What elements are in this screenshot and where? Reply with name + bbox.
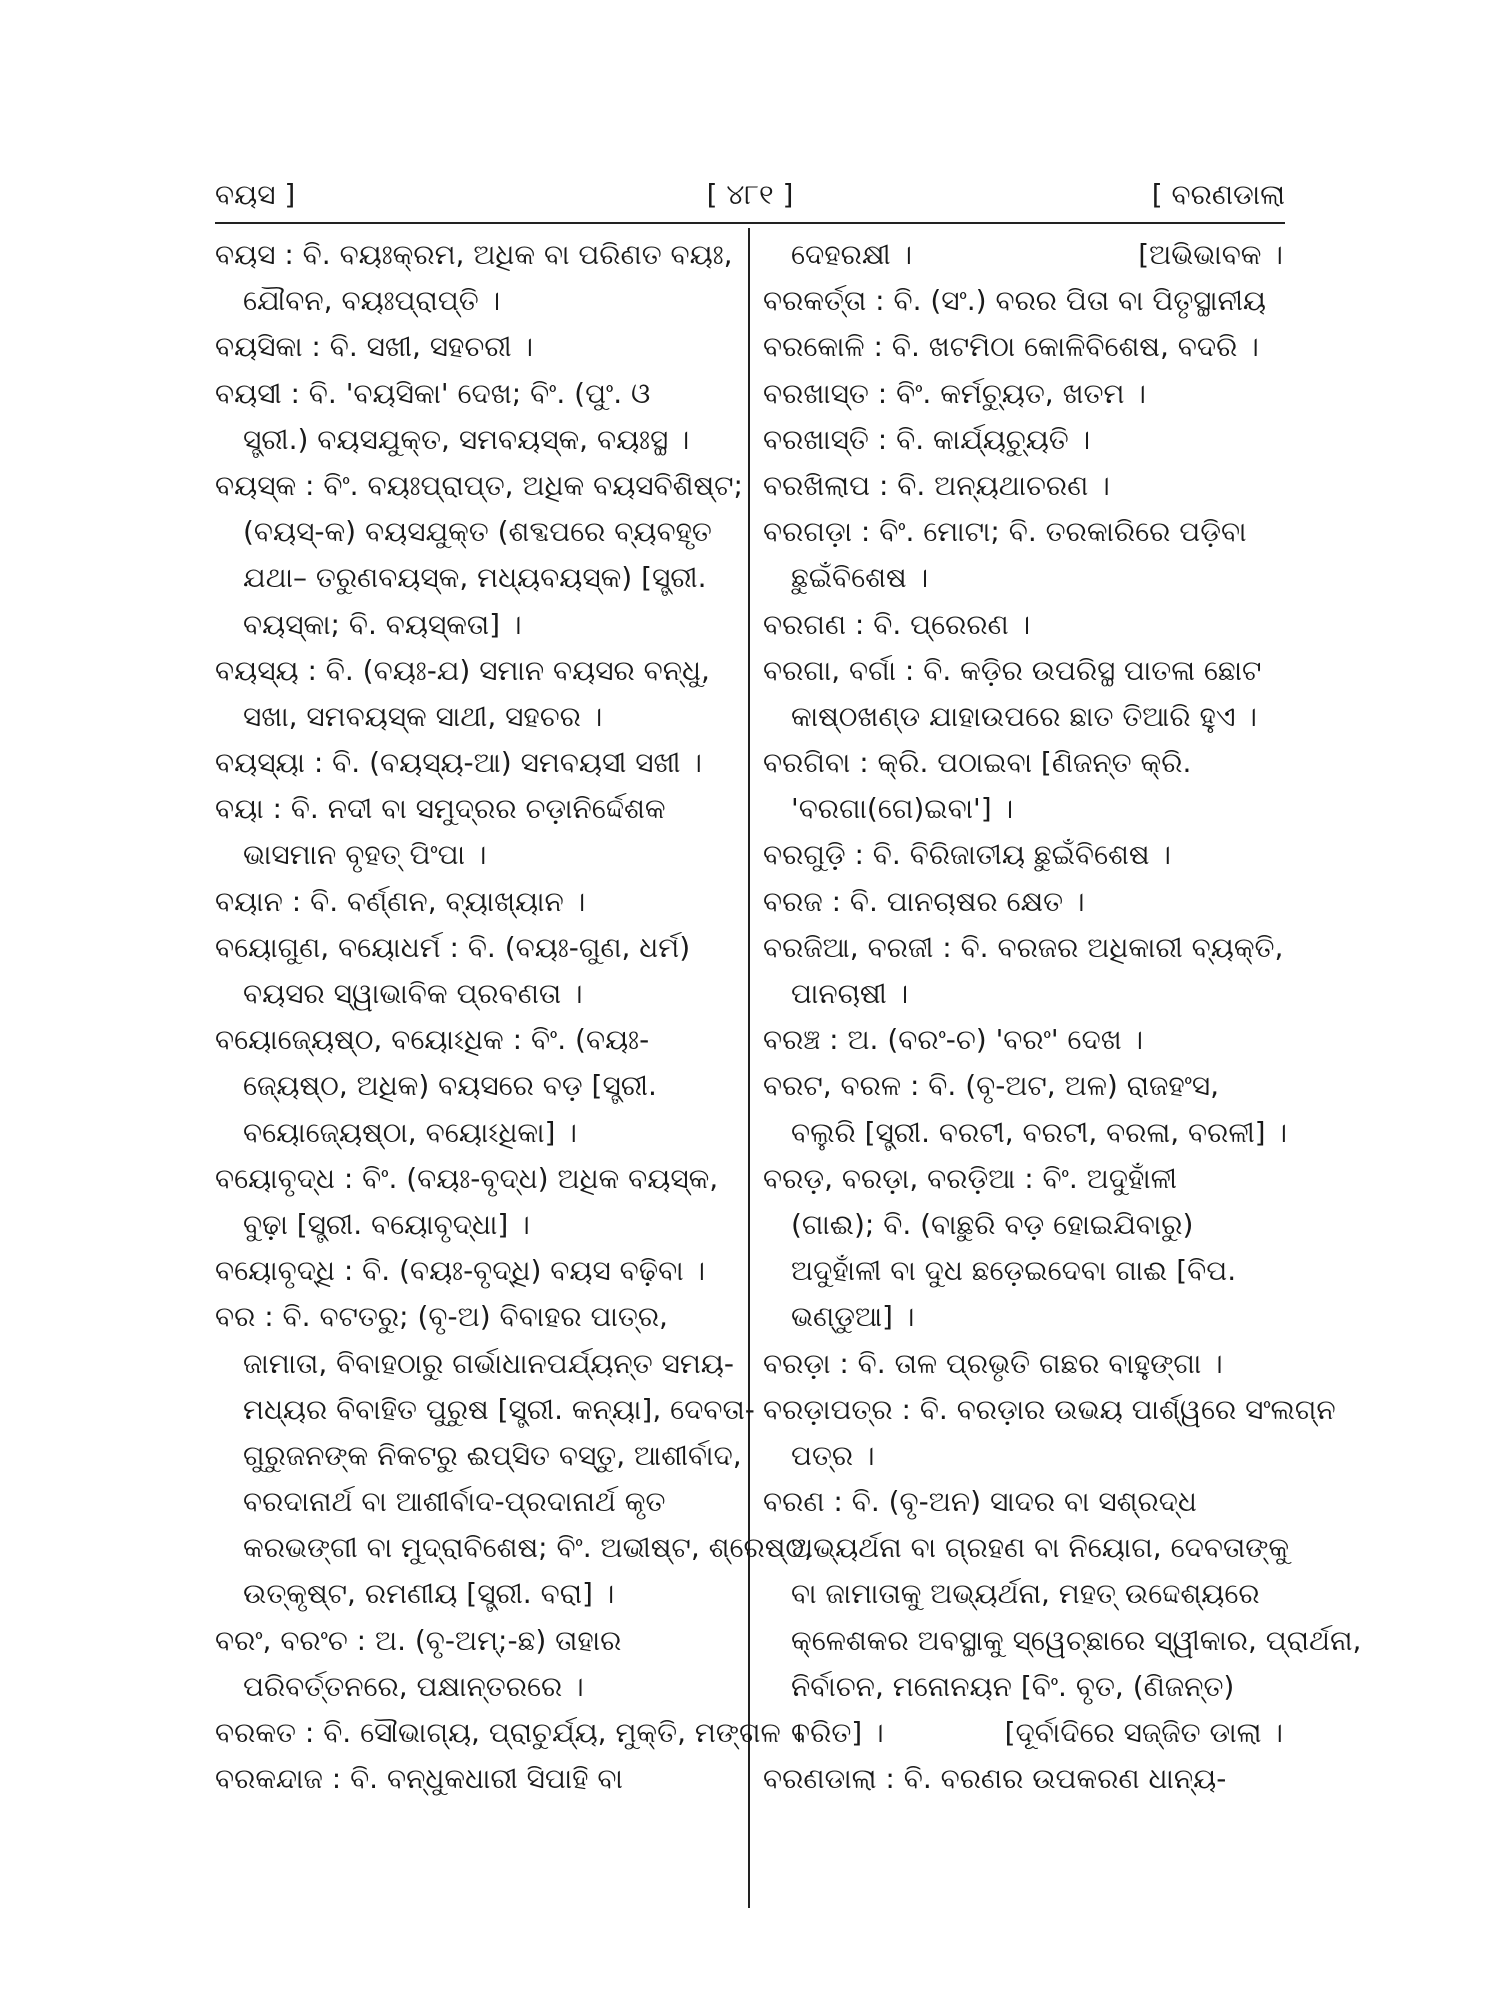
header-left-guideword: ବୟସ ] <box>215 178 296 211</box>
entry-line <box>215 1433 742 1479</box>
entry-line <box>215 1248 735 1294</box>
entry-line <box>215 648 735 694</box>
entry-text: ବୟସ୍କା; ବି. ବୟସ୍କତା] । <box>243 607 522 641</box>
header-rule <box>215 222 1285 224</box>
entry-line <box>763 971 1283 1017</box>
page-header <box>215 170 1285 220</box>
entry-line <box>763 1756 1283 1802</box>
entry-line <box>763 1525 1290 1571</box>
entry-text: ବରଟ, ବରଳ : ବି. (ବୃ-ଅଟ, ଅଳ) ରାଜହଂସ, <box>763 1069 1220 1103</box>
entry-text: ବୟୋଜ୍ୟେଷ୍ଠା, ବୟୋଽଧିକା] । <box>243 1115 577 1149</box>
column-divider <box>748 228 750 1908</box>
entry-text: ବରଜ : ବି. ପାନଚାଷର କ୍ଷେତ । <box>763 884 1085 918</box>
entry-text: ଦେହରକ୍ଷୀ । <box>791 238 913 271</box>
entry-line <box>215 740 735 786</box>
entry-line <box>763 694 1283 740</box>
entry-line <box>215 832 735 878</box>
entry-text: ଜାମାତା, ବିବାହଠାରୁ ଗର୍ଭାଧାନପର୍ଯ୍ୟନ୍ତ ସମୟ- <box>243 1346 734 1380</box>
entry-line <box>763 1479 1283 1525</box>
entry-line <box>763 555 1283 601</box>
entry-text: ବର : ବି. ବଟତରୁ; (ବୃ-ଅ) ବିବାହର ପାତ୍ର, <box>215 1300 668 1334</box>
entry-line <box>215 555 735 601</box>
page-number: [ ୪୮୧ ] <box>706 178 794 211</box>
entry-text: ଭଣ୍ଡୁଆ] । <box>791 1300 915 1334</box>
entry-line <box>763 1618 1362 1664</box>
entry-line <box>763 509 1283 555</box>
entry-text: ବୟୋଗୁଣ, ବୟୋଧର୍ମ : ବି. (ବୟଃ-ଗୁଣ, ଧର୍ମ) <box>215 930 691 964</box>
entry-text: ବରକୋଳି : ବି. ଖଟମିଠା କୋଳିବିଶେଷ, ବଦରି । <box>763 330 1259 364</box>
entry-line <box>763 879 1283 925</box>
entry-line <box>215 1156 735 1202</box>
entry-text: ଭାସମାନ ବୃହତ୍ ପିଂପା । <box>243 838 487 872</box>
entry-text: ବରଡ଼ାପତ୍ର : ବି. ବରଡ଼ାର ଉଭୟ ପାର୍ଶ୍ୱରେ ସଂଲଗ୍ନ <box>763 1392 1336 1426</box>
entry-line <box>215 1479 735 1525</box>
entry-line <box>215 1571 735 1617</box>
entry-text: ବରଖାସ୍ତି : ବି. କାର୍ଯ୍ୟଚ୍ୟୁତି । <box>763 422 1091 456</box>
entry-text: ବରଖାସ୍ତ : ବିଂ. କର୍ମଚ୍ୟୁତ, ଖତମ । <box>763 376 1146 410</box>
entry-text: ବୟାନ : ବି. ବର୍ଣ୍ଣନ, ବ୍ୟାଖ୍ୟାନ । <box>215 884 586 918</box>
entry-text: କରଭଙ୍ଗୀ ବା ମୁଦ୍ରାବିଶେଷ; ବିଂ. ଅଭୀଷ୍ଟ, ଶ୍ରେଷ୍ଠ, <box>243 1531 813 1565</box>
dictionary-page <box>215 170 1362 1910</box>
entry-text: ଯୌବନ, ବୟଃପ୍ରାପ୍ତି । <box>243 284 501 318</box>
entry-text: ଗୁରୁଜନଙ୍କ ନିକଟରୁ ଈପ୍‌ସିତ ବସ୍ତୁ, ଆଶୀର୍ବାଦ, <box>243 1438 742 1472</box>
entry-line <box>763 1387 1336 1433</box>
entry-text: କ୍ଳେଶକର ଅବସ୍ଥାକୁ ସ୍ୱେଚ୍ଛାରେ ସ୍ୱୀକାର, ପ୍ରାର୍ଥନା, <box>791 1623 1362 1657</box>
entry-line <box>763 324 1283 370</box>
entry-text: ବୟସ୍ୟ : ବି. (ବୟଃ-ଯ) ସମାନ ବୟସର ବନ୍ଧୁ, <box>215 653 710 687</box>
entry-text: ବରଡ଼, ବରଡ଼ା, ବରଡ଼ିଆ : ବିଂ. ଅଦୁହାଁଳୀ <box>763 1161 1178 1195</box>
entry-line <box>215 694 735 740</box>
entry-line <box>763 1294 1283 1340</box>
entry-line <box>763 740 1283 786</box>
entry-text: ବରଗୁଡ଼ି : ବି. ବିରିଜାତୀୟ ଛୁଇଁବିଶେଷ । <box>763 838 1171 872</box>
entry-line <box>215 417 735 463</box>
entry-line <box>763 371 1283 417</box>
entry-text: (ଗାଈ); ବି. (ବାଛୁରି ବଡ଼ ହୋଇଯିବାରୁ) <box>791 1207 1194 1241</box>
entry-text: ବରଣଡାଲା : ବି. ବରଣର ଉପକରଣ ଧାନ୍ୟ- <box>763 1762 1227 1796</box>
entry-text: ଅଦୁହାଁଳୀ ବା ଦୁଧ ଛଡ଼େଇଦେବା ଗାଈ [ବିପ. <box>791 1254 1237 1288</box>
entry-line <box>215 1756 735 1802</box>
entry-text: ବରଗଣ : ବି. ପ୍ରେରଣ । <box>763 607 1031 641</box>
entry-text: ବୟସ୍କ : ବିଂ. ବୟଃପ୍ରାପ୍ତ, ଅଧିକ ବୟସବିଶିଷ୍ଟ; <box>215 468 743 502</box>
entry-text: ବରକତ : ବି. ସୌଭାଗ୍ୟ, ପ୍ରାଚୁର୍ଯ୍ୟ, ମୁକ୍ତି, ମଙ୍ଗଳ । <box>215 1716 803 1749</box>
entry-line <box>215 879 735 925</box>
entry-line <box>763 1248 1283 1294</box>
entry-text: ପତ୍ର । <box>791 1438 875 1472</box>
entry-continuation: [ଦୂର୍ବାଦିରେ ସଜ୍ଜିତ ଡାଲା । <box>1004 1716 1283 1749</box>
entry-line <box>763 1063 1283 1109</box>
entry-text: ମଧ୍ୟର ବିବାହିତ ପୁରୁଷ [ସ୍ତ୍ରୀ. କନ୍ୟା], ଦେବତା- <box>243 1392 755 1426</box>
entry-line <box>215 1341 735 1387</box>
entry-text: ବୟସର ସ୍ୱାଭାବିକ ପ୍ରବଣତା । <box>243 977 583 1010</box>
entry-line <box>763 1710 1283 1756</box>
entry-line <box>215 925 735 971</box>
entry-text: ଜ୍ୟେଷ୍ଠ, ଅଧିକ) ବୟସରେ ବଡ଼ [ସ୍ତ୍ରୀ. <box>243 1069 657 1103</box>
entry-text: ବରଗଡ଼ା : ବିଂ. ମୋଟା; ବି. ତରକାରିରେ ପଡ଼ିବା <box>763 515 1247 549</box>
entry-text: ବୁଢ଼ା [ସ୍ତ୍ରୀ. ବୟୋବୃଦ୍ଧା] । <box>243 1207 530 1241</box>
entry-text: ବରଞ୍ଚ : ଅ. (ବରଂ-ଚ) 'ବରଂ' ଦେଖ । <box>763 1023 1144 1057</box>
entry-line <box>763 1110 1288 1156</box>
entry-text: ବରଂ, ବରଂଚ : ଅ. (ବୃ-ଅମ୍;-ଛ) ତାହାର <box>215 1623 622 1657</box>
entry-text: ବୟସ୍ୟା : ବି. (ବୟସ୍ୟ-ଆ) ସମବୟସୀ ସଖୀ । <box>215 746 703 780</box>
entry-text: ବୟସୀ : ବି. 'ବୟସିକା' ଦେଖ; ବିଂ. (ପୁଂ. ଓ <box>215 376 651 410</box>
entry-text: ବରଡ଼ା : ବି. ତାଳ ପ୍ରଭୃତି ଗଛର ବାହୁଙ୍ଗା । <box>763 1346 1223 1380</box>
entry-text: ବା ଜାମାତାକୁ ଅଭ୍ୟର୍ଥନା, ମହତ୍ ଉଦ୍ଦେଶ୍ୟରେ <box>791 1577 1260 1611</box>
left-column <box>215 232 813 1802</box>
entry-text: ବୟସିକା : ବି. ସଖୀ, ସହଚରୀ । <box>215 330 534 364</box>
entry-line <box>763 925 1283 971</box>
entry-text: କାଷ୍ଠଖଣ୍ଡ ଯାହାଉପରେ ଛାତ ତିଆରି ହୁଏ । <box>791 699 1258 733</box>
entry-text: (ବୟସ୍-କ) ବୟସଯୁକ୍ତ (ଶବ୍ଦପରେ ବ୍ୟବହୃତ <box>243 515 712 549</box>
entry-text: ବରକନ୍ଦାଜ : ବି. ବନ୍ଧୁକଧାରୀ ସିପାହି ବା <box>215 1762 623 1796</box>
entry-text: ବରକର୍ତ୍ତା : ବି. (ସଂ.) ବରର ପିତା ବା ପିତୃସ୍ଥାନୀୟ <box>763 284 1267 318</box>
header-right-guideword: [ ବରଣଡାଲା <box>1151 178 1285 211</box>
entry-text: ଯଥା– ତରୁଣବୟସ୍କ, ମଧ୍ୟବୟସ୍କ) [ସ୍ତ୍ରୀ. <box>243 561 707 595</box>
entry-continuation: [ଅଭିଭାବକ । <box>1138 238 1283 271</box>
entry-line <box>763 417 1283 463</box>
entry-text: ଅଭ୍ୟର୍ଥନା ବା ଗ୍ରହଣ ବା ନିୟୋଗ, ଦେବତାଙ୍କୁ <box>791 1531 1290 1565</box>
entry-line <box>215 1110 735 1156</box>
entry-line <box>763 648 1283 694</box>
entry-line <box>763 1433 1283 1479</box>
entry-text: ବରଗା, ବର୍ଗା : ବି. କଡ଼ିର ଉପରିସ୍ଥ ପାତଳା ଛୋଟ <box>763 653 1262 687</box>
entry-line <box>215 1063 735 1109</box>
entry-line <box>763 832 1283 878</box>
entry-line <box>763 278 1283 324</box>
entry-text: ବରିତ] । <box>791 1716 884 1749</box>
entry-line <box>215 324 735 370</box>
entry-text: ପରିବର୍ତ୍ତନରେ, ପକ୍ଷାନ୍ତରରେ । <box>243 1669 584 1703</box>
entry-text: ଛୁଇଁବିଶେଷ । <box>791 561 929 595</box>
entry-line <box>215 1017 735 1063</box>
entry-line <box>215 232 735 278</box>
entry-line <box>215 1387 755 1433</box>
entry-line <box>763 1017 1283 1063</box>
right-column <box>763 232 1362 1802</box>
entry-text: ବୟୋବୃଦ୍ଧ : ବିଂ. (ବୟଃ-ବୃଦ୍ଧ) ଅଧିକ ବୟସ୍କ, <box>215 1161 719 1195</box>
entry-line <box>763 786 1283 832</box>
entry-line <box>215 463 743 509</box>
entry-text: 'ବରଗା(ଗେ)ଇବା'] । <box>791 792 1014 826</box>
entry-line <box>763 1156 1283 1202</box>
entry-line <box>215 1525 813 1571</box>
entry-line <box>763 1341 1283 1387</box>
entry-line <box>215 278 735 324</box>
entry-text: ବରଦାନାର୍ଥ ବା ଆଶୀର୍ବାଦ-ପ୍ରଦାନାର୍ଥ କୃତ <box>243 1485 666 1519</box>
entry-text: ବରଣ : ବି. (ବୃ-ଅନ) ସାଦର ବା ସଶ୍ରଦ୍ଧ <box>763 1485 1197 1519</box>
entry-text: ସଖା, ସମବୟସ୍କ ସାଥୀ, ସହଚର । <box>243 699 603 733</box>
entry-text: ବୟସ : ବି. ବୟଃକ୍ରମ, ଅଧିକ ବା ପରିଣତ ବୟଃ, <box>215 238 733 271</box>
entry-line <box>763 1202 1283 1248</box>
entry-line <box>763 463 1283 509</box>
entry-text: ବରଜିଆ, ବରଜୀ : ବି. ବରଜର ଅଧିକାରୀ ବ୍ୟକ୍ତି, <box>763 930 1284 964</box>
entry-text: ବରଖିଲାପ : ବି. ଅନ୍ୟଥାଚରଣ । <box>763 468 1110 502</box>
entry-line <box>215 1618 735 1664</box>
entry-text: ବୟୋବୃଦ୍ଧି : ବି. (ବୟଃ-ବୃଦ୍ଧି) ବୟସ ବଢ଼ିବା । <box>215 1254 706 1288</box>
entry-text: ସ୍ତ୍ରୀ.) ବୟସଯୁକ୍ତ, ସମବୟସ୍କ, ବୟଃସ୍ଥ । <box>243 422 690 456</box>
entry-line <box>763 232 1283 278</box>
entry-text: ନିର୍ବାଚନ, ମନୋନୟନ [ବିଂ. ବୃତ, (ଣିଜନ୍ତ) <box>791 1669 1235 1703</box>
entry-text: ଉତ୍କୃଷ୍ଟ, ରମଣୀୟ [ସ୍ତ୍ରୀ. ବରା] । <box>243 1577 615 1611</box>
entry-line <box>215 971 735 1017</box>
entry-line <box>215 371 735 417</box>
entry-line <box>215 602 735 648</box>
entry-line <box>215 1710 803 1756</box>
entry-line <box>763 1571 1283 1617</box>
entry-line <box>215 1202 735 1248</box>
entry-line <box>763 602 1283 648</box>
entry-text: ବୟା : ବି. ନଦୀ ବା ସମୁଦ୍ରର ଚଡ଼ାନିର୍ଦ୍ଦେଶକ <box>215 792 666 826</box>
entry-line <box>215 509 735 555</box>
entry-line <box>215 786 735 832</box>
entry-text: ବଲୁରି [ସ୍ତ୍ରୀ. ବରଟୀ, ବରଟୀ, ବରଳା, ବରଳୀ] । <box>791 1115 1288 1149</box>
entry-line <box>215 1664 735 1710</box>
entry-text: ପାନଚାଷୀ । <box>791 977 909 1010</box>
entry-line <box>215 1294 735 1340</box>
entry-text: ବୟୋଜ୍ୟେଷ୍ଠ, ବୟୋଽଧିକ : ବିଂ. (ବୟଃ- <box>215 1023 650 1057</box>
entry-line <box>763 1664 1283 1710</box>
entry-text: ବରଗିବା : କ୍ରି. ପଠାଇବା [ଣିଜନ୍ତ କ୍ରି. <box>763 746 1192 780</box>
